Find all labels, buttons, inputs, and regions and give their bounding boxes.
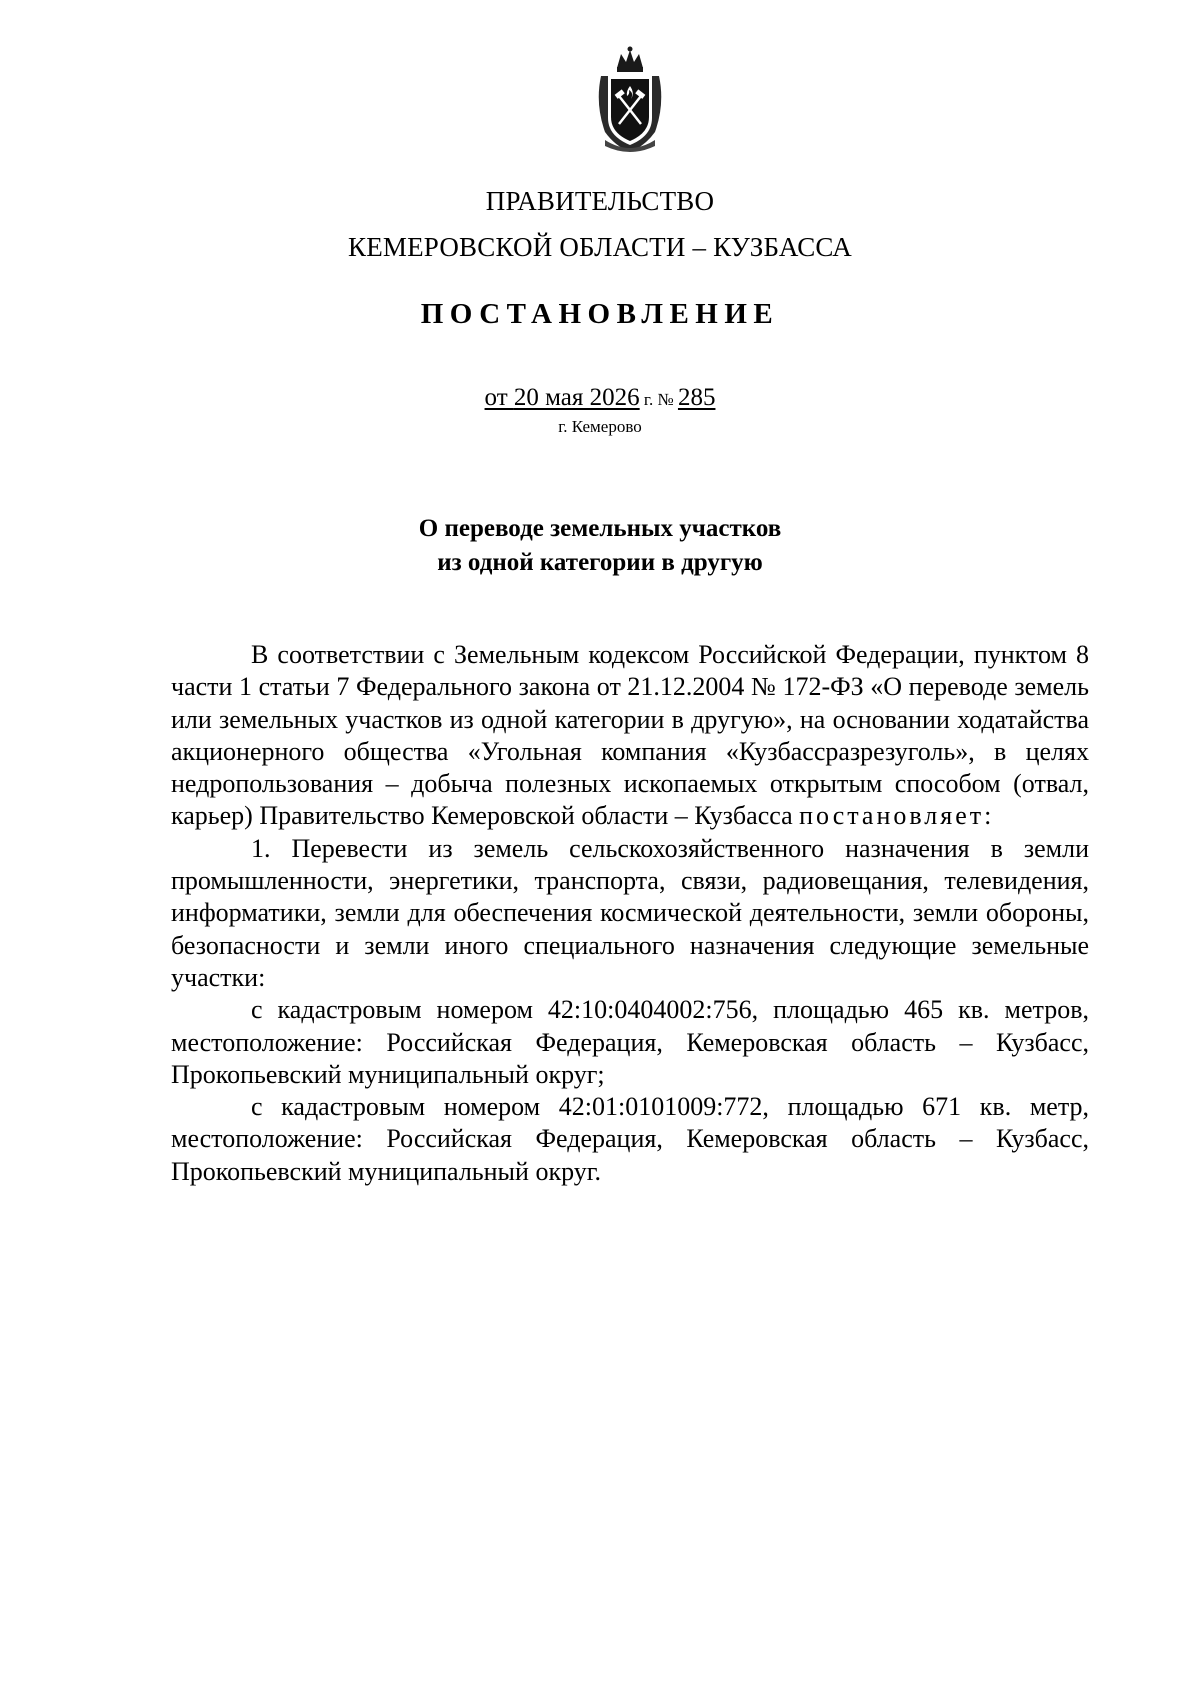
document-number: 285 [677, 384, 716, 411]
preamble-paragraph [171, 639, 1089, 833]
item-1-paragraph: 1. Перевести из земель сельскохозяйственного назначения в земли промышленности, энергетики, транспорта, связи, радиовещания, телевидения, информатики, земли для обеспечения космической деятельности, земли обороны, безопасности и земли иного специального назначения следующие земельные участки: [171, 833, 1089, 992]
decree-word: постановляет [799, 801, 985, 831]
document-body [171, 639, 1089, 1188]
document-type-title: ПОСТАНОВЛЕНИЕ [420, 298, 780, 330]
coat-of-arms-icon [591, 46, 669, 156]
parcel-1-paragraph: с кадастровым номером 42:10:0404002:756, площадью 465 кв. метров, местоположение: Российская Федерация, Кемеровская область – Кузбасс, Прокопьевский муниципальный округ; [171, 995, 1089, 1089]
document-city: г. Кемерово [558, 417, 642, 436]
preamble-end: : [984, 801, 992, 831]
document-date: 20 мая 2026 [513, 384, 640, 411]
subject-line1: О переводе земельных участков [418, 515, 782, 542]
year-suffix: г. [639, 390, 654, 409]
subject-line2: из одной категории в другую [437, 549, 763, 576]
preamble-text: В соответствии с Земельным кодексом Российской Федерации, пунктом 8 части 1 статьи 7 Федерального закона от 21.12.2004 № 172-ФЗ «О переводе земель или земельных участков из одной категории в другую», на основании ходатайства акционерного общества «Угольная компания «Кузбассразрезуголь», в целях недропользования – добыча полезных ископаемых открытым способом (отвал, карьер) Правительство Кемеровской области – Кузбасса [171, 640, 1089, 831]
document-date-number [0, 385, 1200, 410]
organization-name-line1: ПРАВИТЕЛЬСТВО [485, 186, 715, 216]
date-prefix: от [484, 384, 514, 411]
organization-name-line2: КЕМЕРОВСКОЙ ОБЛАСТИ – КУЗБАССА [348, 232, 852, 262]
number-prefix: № [653, 390, 678, 409]
document-subject [0, 512, 1200, 580]
parcel-2-paragraph: с кадастровым номером 42:01:0101009:772, площадью 671 кв. метр, местоположение: Российская Федерация, Кемеровская область – Кузбасс, Прокопьевский муниципальный округ. [171, 1092, 1089, 1186]
